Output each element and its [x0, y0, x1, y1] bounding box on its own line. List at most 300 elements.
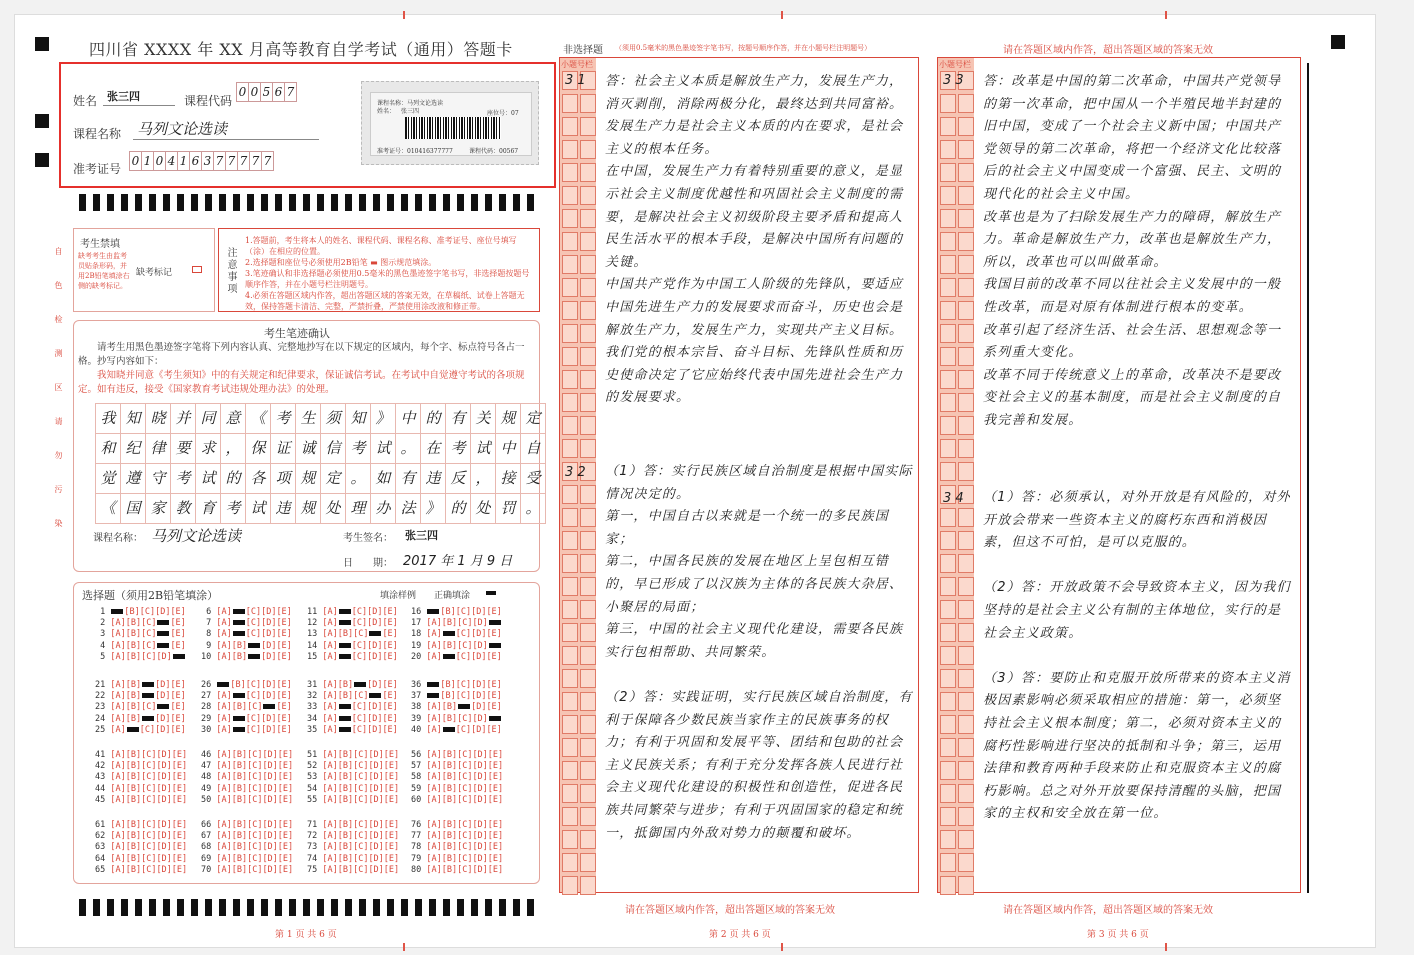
- choice-bubble[interactable]: [A]: [322, 864, 338, 875]
- choice-bubble[interactable]: [C]: [351, 724, 368, 735]
- choice-bubble[interactable]: [C]: [247, 750, 263, 760]
- choice-bubble-filled[interactable]: [458, 704, 470, 709]
- choice-bubble[interactable]: [A]: [426, 772, 442, 783]
- choice-bubble[interactable]: [A]: [322, 724, 338, 735]
- choice-bubble[interactable]: [A]: [322, 640, 338, 651]
- choice-bubble[interactable]: [E]: [383, 794, 400, 805]
- choice-bubble[interactable]: [B]: [125, 853, 142, 864]
- choice-bubble[interactable]: [C]: [139, 607, 156, 617]
- choice-bubble[interactable]: [D]: [472, 713, 488, 724]
- choice-bubble[interactable]: [A]: [426, 842, 442, 853]
- choice-bubble[interactable]: [C]: [457, 864, 473, 875]
- choice-bubble[interactable]: [B]: [231, 702, 248, 713]
- choice-bubble[interactable]: [A]: [322, 842, 338, 853]
- choice-bubble[interactable]: [D]: [262, 761, 278, 772]
- choice-bubble[interactable]: [D]: [368, 750, 384, 760]
- choice-bubble[interactable]: [D]: [262, 831, 278, 842]
- choice-bubble[interactable]: [C]: [455, 680, 472, 690]
- choice-bubble[interactable]: [E]: [487, 831, 504, 842]
- choice-bubble[interactable]: [A]: [426, 713, 442, 724]
- choice-bubble[interactable]: [C]: [139, 724, 156, 735]
- choice-bubble[interactable]: [E]: [276, 702, 292, 713]
- choice-bubble[interactable]: [A]: [110, 761, 126, 772]
- choice-bubble[interactable]: [D]: [471, 691, 487, 702]
- choice-bubble-filled[interactable]: [248, 643, 260, 648]
- choice-bubble[interactable]: [D]: [262, 820, 278, 830]
- choice-bubble[interactable]: [D]: [367, 640, 383, 651]
- choice-bubble[interactable]: [A]: [110, 853, 126, 864]
- choice-bubble[interactable]: [D]: [156, 794, 172, 805]
- choice-bubble[interactable]: [D]: [261, 640, 277, 651]
- choice-bubble[interactable]: [C]: [353, 691, 369, 702]
- choice-bubble[interactable]: [C]: [457, 713, 473, 724]
- choice-bubble[interactable]: [B]: [125, 864, 142, 875]
- choice-bubble[interactable]: [D]: [472, 761, 488, 772]
- choice-bubble[interactable]: [B]: [231, 651, 248, 662]
- choice-bubble[interactable]: [D]: [262, 772, 278, 783]
- choice-bubble[interactable]: [C]: [141, 629, 157, 640]
- choice-bubble[interactable]: [A]: [216, 794, 232, 805]
- choice-bubble[interactable]: [C]: [245, 713, 262, 724]
- choice-bubble[interactable]: [B]: [441, 713, 458, 724]
- choice-bubble[interactable]: [B]: [125, 713, 142, 724]
- choice-bubble-filled[interactable]: [127, 727, 139, 732]
- choice-bubble[interactable]: [B]: [125, 842, 142, 853]
- choice-bubble[interactable]: [B]: [125, 750, 142, 760]
- choice-bubble[interactable]: [E]: [382, 713, 398, 724]
- choice-bubble[interactable]: [C]: [455, 724, 472, 735]
- choice-bubble[interactable]: [B]: [441, 842, 458, 853]
- choice-bubble[interactable]: [C]: [457, 640, 473, 651]
- choice-bubble[interactable]: [D]: [471, 724, 487, 735]
- choice-bubble[interactable]: [D]: [155, 713, 171, 724]
- choice-bubble[interactable]: [D]: [367, 724, 383, 735]
- choice-bubble[interactable]: [D]: [261, 651, 277, 662]
- choice-bubble[interactable]: [B]: [125, 831, 142, 842]
- choice-bubble[interactable]: [E]: [277, 842, 294, 853]
- choice-bubble[interactable]: [A]: [110, 629, 126, 640]
- choice-bubble[interactable]: [B]: [337, 772, 354, 783]
- choice-bubble[interactable]: [E]: [171, 750, 188, 760]
- choice-bubble[interactable]: [B]: [124, 607, 140, 617]
- choice-bubble-filled[interactable]: [339, 654, 351, 659]
- choice-bubble[interactable]: [C]: [353, 820, 369, 830]
- choice-bubble[interactable]: [D]: [155, 724, 171, 735]
- choice-bubble[interactable]: [A]: [216, 750, 232, 760]
- choice-bubble[interactable]: [A]: [322, 607, 338, 617]
- choice-bubble[interactable]: [D]: [261, 724, 277, 735]
- choice-bubble[interactable]: [B]: [441, 831, 458, 842]
- choice-bubble[interactable]: [A]: [426, 724, 442, 735]
- choice-bubble[interactable]: [A]: [216, 853, 232, 864]
- choice-bubble[interactable]: [C]: [353, 783, 369, 794]
- choice-bubble[interactable]: [E]: [170, 702, 186, 713]
- choice-bubble[interactable]: [D]: [471, 702, 487, 713]
- choice-bubble[interactable]: [E]: [171, 761, 188, 772]
- choice-bubble-filled[interactable]: [427, 693, 439, 698]
- choice-bubble[interactable]: [D]: [472, 772, 488, 783]
- choice-bubble[interactable]: [B]: [125, 702, 142, 713]
- choice-bubble[interactable]: [D]: [472, 783, 488, 794]
- choice-bubble[interactable]: [C]: [457, 761, 473, 772]
- choice-bubble-filled[interactable]: [157, 643, 169, 648]
- choice-bubble[interactable]: [B]: [231, 853, 248, 864]
- choice-bubble[interactable]: [C]: [351, 713, 368, 724]
- choice-bubble[interactable]: [C]: [247, 853, 263, 864]
- choice-bubble[interactable]: [D]: [261, 691, 277, 702]
- choice-bubble[interactable]: [C]: [245, 680, 262, 690]
- choice-bubble[interactable]: [C]: [457, 842, 473, 853]
- choice-bubble[interactable]: [E]: [276, 618, 292, 629]
- choice-bubble[interactable]: [B]: [125, 772, 142, 783]
- choice-bubble[interactable]: [B]: [440, 680, 456, 690]
- choice-bubble[interactable]: [B]: [337, 691, 354, 702]
- choice-bubble[interactable]: [D]: [155, 680, 171, 690]
- choice-bubble[interactable]: [E]: [382, 724, 398, 735]
- choice-bubble[interactable]: [A]: [110, 794, 126, 805]
- choice-bubble[interactable]: [A]: [322, 853, 338, 864]
- choice-bubble[interactable]: [A]: [110, 618, 126, 629]
- choice-bubble[interactable]: [A]: [426, 820, 442, 830]
- choice-bubble[interactable]: [D]: [156, 750, 172, 760]
- choice-bubble[interactable]: [E]: [487, 853, 504, 864]
- choice-bubble[interactable]: [C]: [245, 691, 262, 702]
- choice-bubble[interactable]: [B]: [441, 640, 458, 651]
- choice-bubble[interactable]: [C]: [141, 820, 157, 830]
- choice-bubble[interactable]: [D]: [156, 842, 172, 853]
- choice-bubble[interactable]: [E]: [383, 831, 400, 842]
- choice-bubble[interactable]: [E]: [487, 864, 504, 875]
- choice-bubble[interactable]: [E]: [383, 772, 400, 783]
- choice-bubble[interactable]: [D]: [367, 702, 383, 713]
- choice-bubble[interactable]: [E]: [486, 680, 502, 690]
- choice-bubble[interactable]: [D]: [156, 783, 172, 794]
- choice-bubble[interactable]: [B]: [441, 761, 458, 772]
- choice-bubble-filled[interactable]: [157, 704, 169, 709]
- choice-bubble[interactable]: [C]: [455, 629, 472, 640]
- choice-bubble[interactable]: [A]: [216, 842, 232, 853]
- choice-bubble[interactable]: [E]: [382, 629, 398, 640]
- choice-bubble[interactable]: [C]: [455, 607, 472, 617]
- choice-bubble[interactable]: [A]: [216, 831, 232, 842]
- choice-bubble[interactable]: [D]: [262, 864, 278, 875]
- choice-bubble[interactable]: [E]: [276, 651, 292, 662]
- choice-bubble[interactable]: [B]: [230, 680, 246, 690]
- choice-bubble[interactable]: [A]: [322, 761, 338, 772]
- choice-bubble-filled[interactable]: [157, 631, 169, 636]
- choice-bubble[interactable]: [D]: [156, 651, 172, 662]
- choice-bubble[interactable]: [B]: [125, 680, 142, 690]
- choice-bubble[interactable]: [A]: [110, 842, 126, 853]
- choice-bubble[interactable]: [A]: [322, 820, 338, 830]
- choice-bubble[interactable]: [E]: [486, 724, 502, 735]
- choice-bubble[interactable]: [B]: [441, 772, 458, 783]
- choice-bubble[interactable]: [A]: [426, 651, 442, 662]
- choice-bubble[interactable]: [A]: [322, 750, 338, 760]
- choice-bubble[interactable]: [A]: [110, 680, 126, 690]
- choice-bubble[interactable]: [E]: [170, 640, 186, 651]
- choice-bubble[interactable]: [E]: [276, 680, 292, 690]
- choice-bubble[interactable]: [E]: [170, 607, 186, 617]
- choice-bubble[interactable]: [A]: [216, 820, 232, 830]
- choice-bubble[interactable]: [C]: [247, 820, 263, 830]
- choice-bubble[interactable]: [B]: [231, 640, 248, 651]
- choice-bubble[interactable]: [E]: [277, 761, 294, 772]
- choice-bubble-filled[interactable]: [369, 631, 381, 636]
- choice-bubble[interactable]: [A]: [216, 651, 232, 662]
- choice-bubble-filled[interactable]: [489, 643, 501, 648]
- choice-bubble-filled[interactable]: [111, 609, 123, 614]
- choice-bubble[interactable]: [E]: [277, 772, 294, 783]
- choice-bubble[interactable]: [A]: [216, 607, 232, 617]
- choice-bubble[interactable]: [A]: [110, 864, 126, 875]
- choice-bubble[interactable]: [A]: [322, 783, 338, 794]
- choice-bubble[interactable]: [B]: [231, 772, 248, 783]
- choice-bubble[interactable]: [E]: [276, 629, 292, 640]
- choice-bubble[interactable]: [C]: [353, 831, 369, 842]
- choice-bubble[interactable]: [E]: [383, 750, 400, 760]
- choice-bubble[interactable]: [C]: [247, 772, 263, 783]
- choice-bubble[interactable]: [B]: [337, 783, 354, 794]
- choice-bubble[interactable]: [B]: [231, 842, 248, 853]
- choice-bubble[interactable]: [E]: [383, 864, 400, 875]
- choice-bubble[interactable]: [D]: [472, 820, 488, 830]
- choice-bubble[interactable]: [E]: [276, 713, 292, 724]
- choice-bubble[interactable]: [E]: [486, 651, 502, 662]
- choice-bubble[interactable]: [E]: [171, 772, 188, 783]
- choice-bubble[interactable]: [E]: [277, 820, 294, 830]
- choice-bubble[interactable]: [D]: [262, 750, 278, 760]
- choice-bubble[interactable]: [C]: [457, 831, 473, 842]
- choice-bubble[interactable]: [E]: [487, 820, 504, 830]
- choice-bubble[interactable]: [C]: [247, 702, 263, 713]
- choice-bubble[interactable]: [C]: [247, 761, 263, 772]
- choice-bubble[interactable]: [E]: [383, 853, 400, 864]
- choice-bubble[interactable]: [E]: [382, 680, 398, 690]
- choice-bubble[interactable]: [A]: [216, 691, 232, 702]
- choice-bubble[interactable]: [E]: [276, 724, 292, 735]
- choice-bubble[interactable]: [C]: [353, 864, 369, 875]
- choice-bubble[interactable]: [A]: [216, 761, 232, 772]
- choice-bubble[interactable]: [B]: [231, 761, 248, 772]
- choice-bubble[interactable]: [C]: [457, 618, 473, 629]
- choice-bubble[interactable]: [C]: [141, 750, 157, 760]
- choice-bubble[interactable]: [E]: [276, 640, 292, 651]
- choice-bubble[interactable]: [D]: [471, 680, 487, 690]
- choice-bubble-filled[interactable]: [443, 631, 455, 636]
- choice-bubble[interactable]: [B]: [337, 820, 354, 830]
- choice-bubble[interactable]: [E]: [277, 864, 294, 875]
- choice-bubble[interactable]: [E]: [171, 864, 188, 875]
- choice-bubble[interactable]: [A]: [110, 702, 126, 713]
- choice-bubble[interactable]: [D]: [262, 853, 278, 864]
- choice-bubble-filled[interactable]: [427, 682, 439, 687]
- choice-bubble[interactable]: [C]: [353, 629, 369, 640]
- choice-bubble[interactable]: [B]: [441, 864, 458, 875]
- choice-bubble[interactable]: [A]: [110, 820, 126, 830]
- choice-bubble[interactable]: [D]: [368, 761, 384, 772]
- choice-bubble[interactable]: [D]: [367, 607, 383, 617]
- choice-bubble[interactable]: [A]: [216, 864, 232, 875]
- choice-bubble[interactable]: [C]: [353, 794, 369, 805]
- choice-bubble[interactable]: [C]: [141, 794, 157, 805]
- choice-bubble[interactable]: [A]: [322, 713, 338, 724]
- choice-bubble[interactable]: [E]: [170, 680, 186, 690]
- choice-bubble[interactable]: [B]: [231, 864, 248, 875]
- choice-bubble[interactable]: [B]: [441, 794, 458, 805]
- choice-bubble[interactable]: [B]: [337, 680, 354, 690]
- choice-bubble[interactable]: [C]: [351, 702, 368, 713]
- choice-bubble[interactable]: [E]: [382, 691, 398, 702]
- choice-bubble[interactable]: [E]: [383, 783, 400, 794]
- choice-bubble[interactable]: [A]: [216, 618, 232, 629]
- choice-bubble[interactable]: [A]: [110, 713, 126, 724]
- choice-bubble[interactable]: [D]: [368, 783, 384, 794]
- choice-bubble[interactable]: [E]: [170, 691, 186, 702]
- choice-bubble[interactable]: [B]: [337, 761, 354, 772]
- choice-bubble[interactable]: [A]: [322, 772, 338, 783]
- choice-bubble[interactable]: [A]: [426, 831, 442, 842]
- choice-bubble[interactable]: [C]: [457, 750, 473, 760]
- choice-bubble[interactable]: [E]: [382, 607, 398, 617]
- choice-bubble[interactable]: [A]: [110, 750, 126, 760]
- choice-bubble-filled[interactable]: [233, 716, 245, 721]
- choice-bubble-filled[interactable]: [157, 620, 169, 625]
- choice-bubble[interactable]: [A]: [322, 680, 338, 690]
- choice-bubble-filled[interactable]: [173, 654, 185, 659]
- choice-bubble[interactable]: [E]: [170, 629, 186, 640]
- choice-bubble[interactable]: [D]: [156, 820, 172, 830]
- choice-bubble[interactable]: [E]: [276, 607, 292, 617]
- choice-bubble[interactable]: [A]: [426, 618, 442, 629]
- choice-bubble[interactable]: [C]: [351, 618, 368, 629]
- choice-bubble-filled[interactable]: [248, 654, 260, 659]
- choice-bubble[interactable]: [D]: [156, 864, 172, 875]
- choice-bubble[interactable]: [D]: [155, 691, 171, 702]
- choice-bubble[interactable]: [D]: [262, 794, 278, 805]
- choice-bubble-filled[interactable]: [443, 654, 455, 659]
- choice-bubble[interactable]: [C]: [141, 651, 157, 662]
- choice-bubble-filled[interactable]: [339, 609, 351, 614]
- choice-bubble[interactable]: [E]: [487, 772, 504, 783]
- choice-bubble[interactable]: [A]: [110, 783, 126, 794]
- choice-bubble[interactable]: [B]: [125, 640, 142, 651]
- choice-bubble[interactable]: [E]: [383, 761, 400, 772]
- choice-bubble[interactable]: [A]: [426, 864, 442, 875]
- choice-bubble[interactable]: [B]: [231, 783, 248, 794]
- choice-bubble[interactable]: [C]: [457, 853, 473, 864]
- choice-bubble[interactable]: [A]: [216, 702, 232, 713]
- choice-bubble[interactable]: [E]: [171, 783, 188, 794]
- choice-bubble[interactable]: [E]: [277, 794, 294, 805]
- choice-bubble[interactable]: [B]: [337, 750, 354, 760]
- choice-bubble[interactable]: [E]: [487, 794, 504, 805]
- choice-bubble[interactable]: [E]: [277, 853, 294, 864]
- choice-bubble[interactable]: [B]: [440, 691, 456, 702]
- choice-bubble[interactable]: [C]: [141, 618, 157, 629]
- choice-bubble[interactable]: [E]: [486, 607, 502, 617]
- choice-bubble[interactable]: [C]: [457, 783, 473, 794]
- choice-bubble[interactable]: [C]: [141, 831, 157, 842]
- choice-bubble[interactable]: [C]: [141, 772, 157, 783]
- choice-bubble[interactable]: [E]: [486, 691, 502, 702]
- choice-bubble[interactable]: [C]: [457, 794, 473, 805]
- choice-bubble-filled[interactable]: [354, 682, 366, 687]
- choice-bubble[interactable]: [C]: [141, 842, 157, 853]
- choice-bubble[interactable]: [E]: [276, 691, 292, 702]
- choice-bubble[interactable]: [D]: [367, 618, 383, 629]
- choice-bubble[interactable]: [B]: [125, 651, 142, 662]
- choice-bubble[interactable]: [D]: [262, 783, 278, 794]
- choice-bubble[interactable]: [B]: [125, 761, 142, 772]
- choice-bubble[interactable]: [E]: [486, 702, 502, 713]
- choice-bubble[interactable]: [E]: [487, 783, 504, 794]
- choice-bubble[interactable]: [B]: [337, 794, 354, 805]
- choice-bubble[interactable]: [B]: [337, 864, 354, 875]
- choice-bubble[interactable]: [E]: [487, 842, 504, 853]
- choice-bubble[interactable]: [B]: [441, 702, 458, 713]
- choice-bubble-filled[interactable]: [339, 643, 351, 648]
- choice-bubble[interactable]: [B]: [441, 783, 458, 794]
- choice-bubble[interactable]: [C]: [141, 761, 157, 772]
- choice-bubble[interactable]: [E]: [170, 713, 186, 724]
- choice-bubble[interactable]: [C]: [141, 864, 157, 875]
- choice-bubble[interactable]: [E]: [171, 794, 188, 805]
- choice-bubble[interactable]: [E]: [382, 702, 398, 713]
- choice-bubble[interactable]: [E]: [171, 831, 188, 842]
- choice-bubble-filled[interactable]: [233, 609, 245, 614]
- choice-bubble[interactable]: [C]: [247, 831, 263, 842]
- choice-bubble[interactable]: [A]: [322, 831, 338, 842]
- choice-bubble[interactable]: [E]: [277, 750, 294, 760]
- choice-bubble[interactable]: [C]: [245, 618, 262, 629]
- choice-bubble[interactable]: [D]: [368, 820, 384, 830]
- choice-bubble[interactable]: [D]: [472, 842, 488, 853]
- choice-bubble[interactable]: [C]: [457, 772, 473, 783]
- choice-bubble[interactable]: [E]: [487, 750, 504, 760]
- choice-bubble-filled[interactable]: [233, 620, 245, 625]
- choice-bubble[interactable]: [C]: [455, 691, 472, 702]
- choice-bubble[interactable]: [E]: [486, 629, 502, 640]
- choice-bubble[interactable]: [B]: [441, 618, 458, 629]
- choice-bubble[interactable]: [C]: [245, 724, 262, 735]
- choice-bubble[interactable]: [D]: [367, 680, 383, 690]
- choice-bubble[interactable]: [B]: [337, 853, 354, 864]
- choice-bubble[interactable]: [C]: [247, 783, 263, 794]
- choice-bubble[interactable]: [E]: [383, 820, 400, 830]
- choice-bubble[interactable]: [A]: [426, 794, 442, 805]
- choice-bubble[interactable]: [A]: [110, 724, 126, 735]
- choice-bubble[interactable]: [C]: [351, 640, 368, 651]
- choice-bubble[interactable]: [D]: [261, 607, 277, 617]
- choice-bubble[interactable]: [A]: [322, 651, 338, 662]
- choice-bubble[interactable]: [C]: [351, 607, 368, 617]
- choice-bubble[interactable]: [D]: [471, 607, 487, 617]
- choice-bubble[interactable]: [A]: [322, 629, 338, 640]
- choice-bubble[interactable]: [B]: [337, 629, 354, 640]
- choice-bubble[interactable]: [D]: [367, 651, 383, 662]
- choice-bubble-filled[interactable]: [142, 682, 154, 687]
- choice-bubble-filled[interactable]: [233, 693, 245, 698]
- choice-bubble-filled[interactable]: [263, 704, 275, 709]
- choice-bubble[interactable]: [B]: [231, 831, 248, 842]
- choice-bubble[interactable]: [D]: [472, 640, 488, 651]
- choice-bubble[interactable]: [C]: [247, 794, 263, 805]
- choice-bubble[interactable]: [D]: [472, 864, 488, 875]
- choice-bubble[interactable]: [C]: [353, 853, 369, 864]
- choice-bubble[interactable]: [C]: [245, 629, 262, 640]
- choice-bubble[interactable]: [A]: [110, 651, 126, 662]
